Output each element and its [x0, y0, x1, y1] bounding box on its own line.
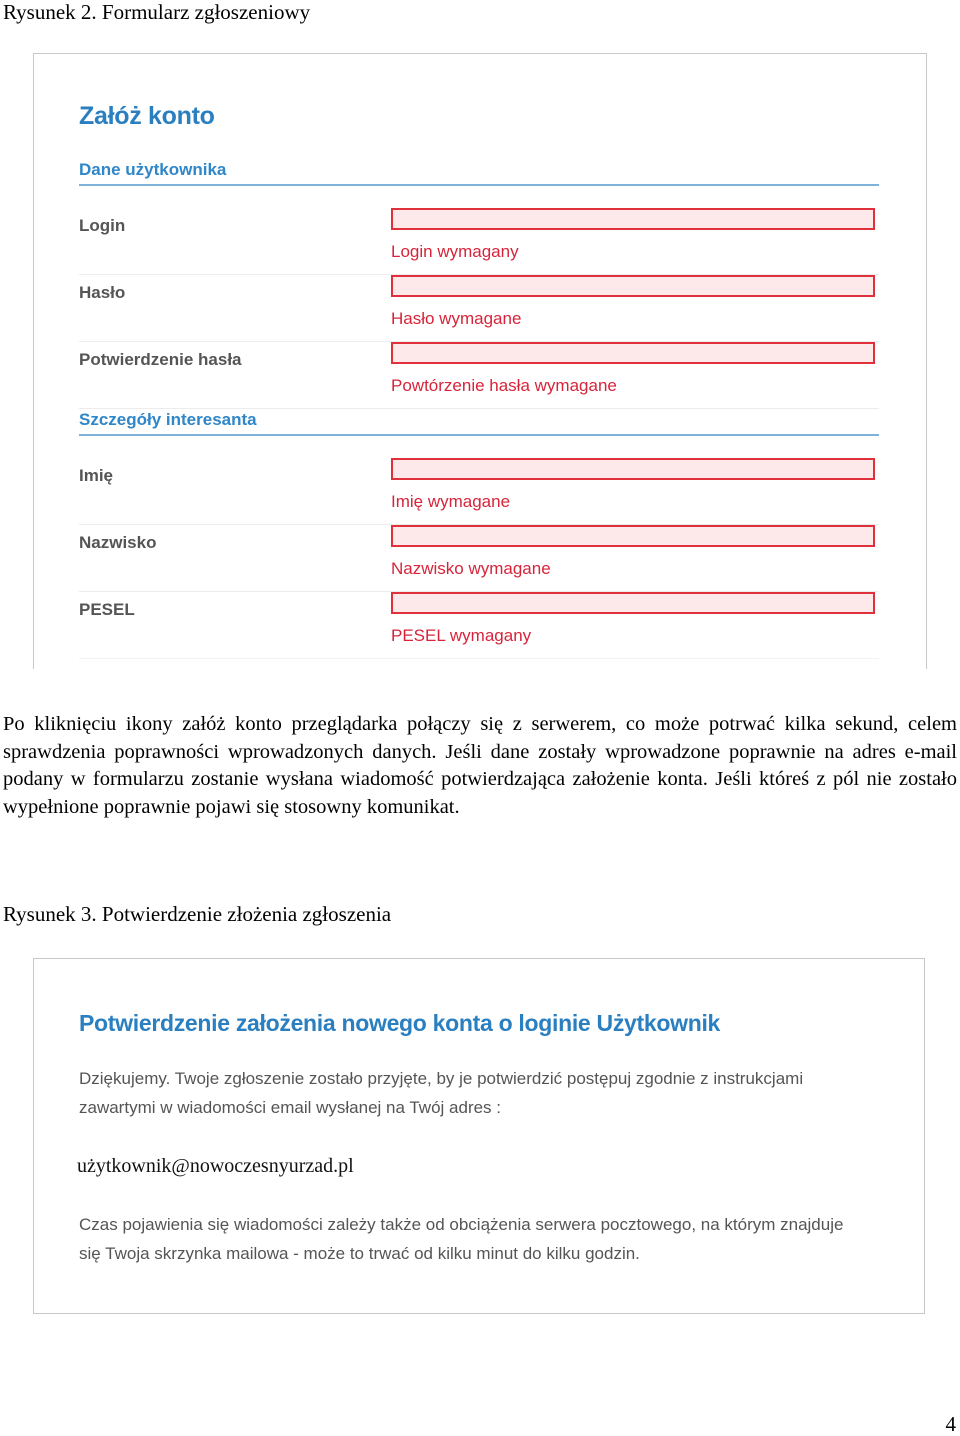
login-input[interactable] — [391, 208, 875, 230]
field-row-pesel — [79, 592, 879, 659]
figure-2-caption: Rysunek 2. Formularz zgłoszeniowy — [3, 0, 311, 24]
password-input[interactable] — [391, 275, 875, 297]
first-name-error-message: Imię wymagane — [391, 492, 511, 511]
registration-form-screenshot — [33, 53, 927, 669]
password-confirm-input[interactable] — [391, 342, 875, 364]
login-error-message: Login wymagany — [391, 242, 519, 261]
confirmation-note: Czas pojawienia się wiadomości zależy także od obciążenia serwera pocztowego, na którym znajduje się Twoja skrzynka mailowa - może to trwać od kilku minut do kilku godzin. — [79, 1215, 844, 1263]
figure-3-caption: Rysunek 3. Potwierdzenie złożenia zgłoszenia — [3, 902, 392, 926]
pesel-label: PESEL — [79, 600, 135, 619]
field-row-password — [79, 275, 879, 342]
first-name-input[interactable] — [391, 458, 875, 480]
login-label: Login — [79, 216, 126, 235]
section-heading-user-data: Dane użytkownika — [79, 160, 879, 186]
pesel-input[interactable] — [391, 592, 875, 614]
field-row-password-confirm — [79, 342, 879, 409]
form-title: Załóż konto — [79, 102, 215, 130]
first-name-label: Imię — [79, 466, 114, 485]
section-heading-applicant-details: Szczegóły interesanta — [79, 410, 879, 436]
confirmation-message: Dziękujemy. Twoje zgłoszenie zostało przyjęte, by je potwierdzić postępuj zgodnie z instrukcjami zawartymi w wiadomości email wysłanej na Twój adres : — [79, 1069, 804, 1117]
page-number: 4 — [945, 1412, 956, 1436]
last-name-label: Nazwisko — [79, 533, 157, 552]
last-name-input[interactable] — [391, 525, 875, 547]
password-confirm-label: Potwierdzenie hasła — [79, 350, 242, 369]
password-confirm-error-message: Powtórzenie hasła wymagane — [391, 376, 617, 395]
field-row-login — [79, 208, 879, 275]
pesel-error-message: PESEL wymagany — [391, 626, 532, 645]
password-error-message: Hasło wymagane — [391, 309, 522, 328]
field-row-last-name — [79, 525, 879, 592]
confirmation-title: Potwierdzenie założenia nowego konta o loginie Użytkownik — [79, 1010, 721, 1036]
field-row-first-name — [79, 458, 879, 525]
confirmation-email: użytkownik@nowoczesnyurzad.pl — [77, 1155, 354, 1177]
password-label: Hasło — [79, 283, 126, 302]
confirmation-screenshot — [33, 958, 925, 1314]
body-paragraph: Po kliknięciu ikony załóż konto przeglądarka połączy się z serwerem, co może potrwać kilka sekund, celem sprawdzenia poprawności wprowadzonych danych. Jeśli dane zostały wprowadzone poprawnie na adres e-mail podany w formularzu zostanie wysłana wiadomość potwierdzająca założenie konta. Jeśli któreś z pól nie zostało wypełnione poprawnie pojawi się stosowny komunikat. — [3, 713, 957, 818]
last-name-error-message: Nazwisko wymagane — [391, 559, 551, 578]
